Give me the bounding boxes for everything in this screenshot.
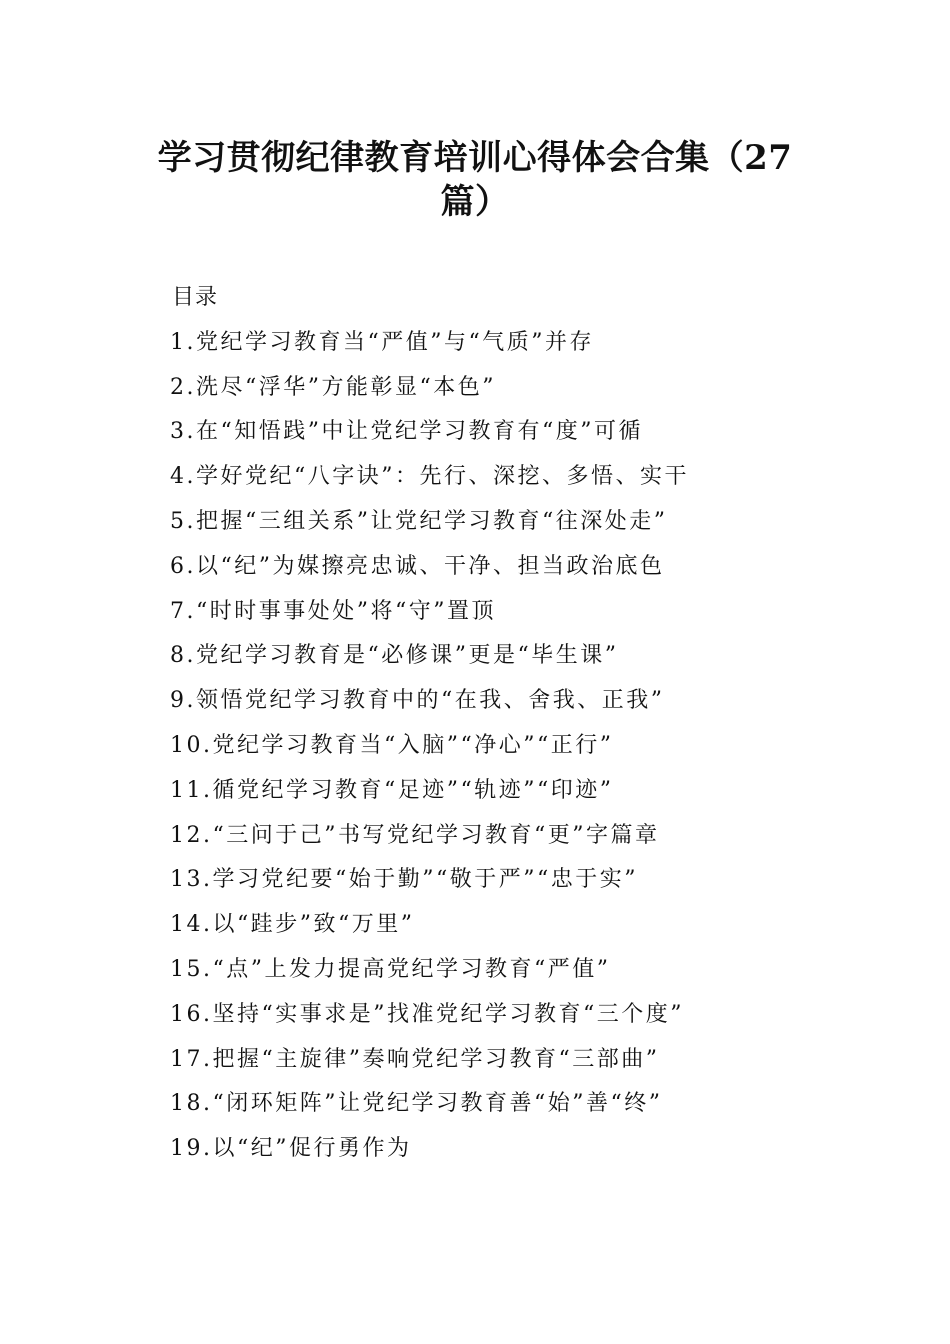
toc-item-15[interactable]: 15.“点”上发力提高党纪学习教育“严值”	[170, 956, 611, 982]
title-line-2: 篇）	[440, 182, 510, 222]
toc-item-10[interactable]: 10.党纪学习教育当“入脑”“净心”“正行”	[170, 732, 614, 758]
toc-item-14[interactable]: 14.以“跬步”致“万里”	[170, 912, 415, 938]
toc-item-11[interactable]: 11.循党纪学习教育“足迹”“轨迹”“印迹”	[170, 777, 614, 803]
toc-item-5[interactable]: 5.把握“三组关系”让党纪学习教育“往深处走”	[170, 508, 668, 534]
toc-item-4[interactable]: 4.学好党纪“八字诀”：先行、深挖、多悟、实干	[170, 464, 689, 490]
toc-item-17[interactable]: 17.把握“主旋律”奏响党纪学习教育“三部曲”	[170, 1046, 660, 1072]
toc-list	[170, 321, 810, 1172]
toc-item-19[interactable]: 19.以“纪”促行勇作为	[170, 1136, 412, 1162]
toc-item-8[interactable]: 8.党纪学习教育是“必修课”更是“毕生课”	[170, 643, 619, 669]
toc-item-3[interactable]: 3.在“知悟践”中让党纪学习教育有“度”可循	[170, 419, 643, 445]
toc-item-1[interactable]: 1.党纪学习教育当“严值”与“气质”并存	[170, 329, 594, 355]
toc-item-7[interactable]: 7.“时时事事处处”将“守”置顶	[170, 598, 496, 624]
toc-heading: 目录	[172, 285, 219, 310]
toc-item-12[interactable]: 12.“三问于己”书写党纪学习教育“更”字篇章	[170, 822, 660, 848]
toc-item-13[interactable]: 13.学习党纪要“始于勤”“敬于严”“忠于实”	[170, 867, 638, 893]
toc-item-9[interactable]: 9.领悟党纪学习教育中的“在我、舍我、正我”	[170, 688, 665, 714]
toc-item-2[interactable]: 2.洗尽“浮华”方能彰显“本色”	[170, 374, 496, 400]
document-title	[130, 136, 820, 224]
toc-item-6[interactable]: 6.以“纪”为媒擦亮忠诚、干净、担当政治底色	[170, 553, 665, 579]
toc-item-18[interactable]: 18.“闭环矩阵”让党纪学习教育善“始”善“终”	[170, 1091, 663, 1117]
title-line-1: 学习贯彻纪律教育培训心得体会合集（27	[157, 138, 793, 178]
toc-item-16[interactable]: 16.坚持“实事求是”找准党纪学习教育“三个度”	[170, 1001, 684, 1027]
table-of-contents	[170, 276, 810, 1172]
